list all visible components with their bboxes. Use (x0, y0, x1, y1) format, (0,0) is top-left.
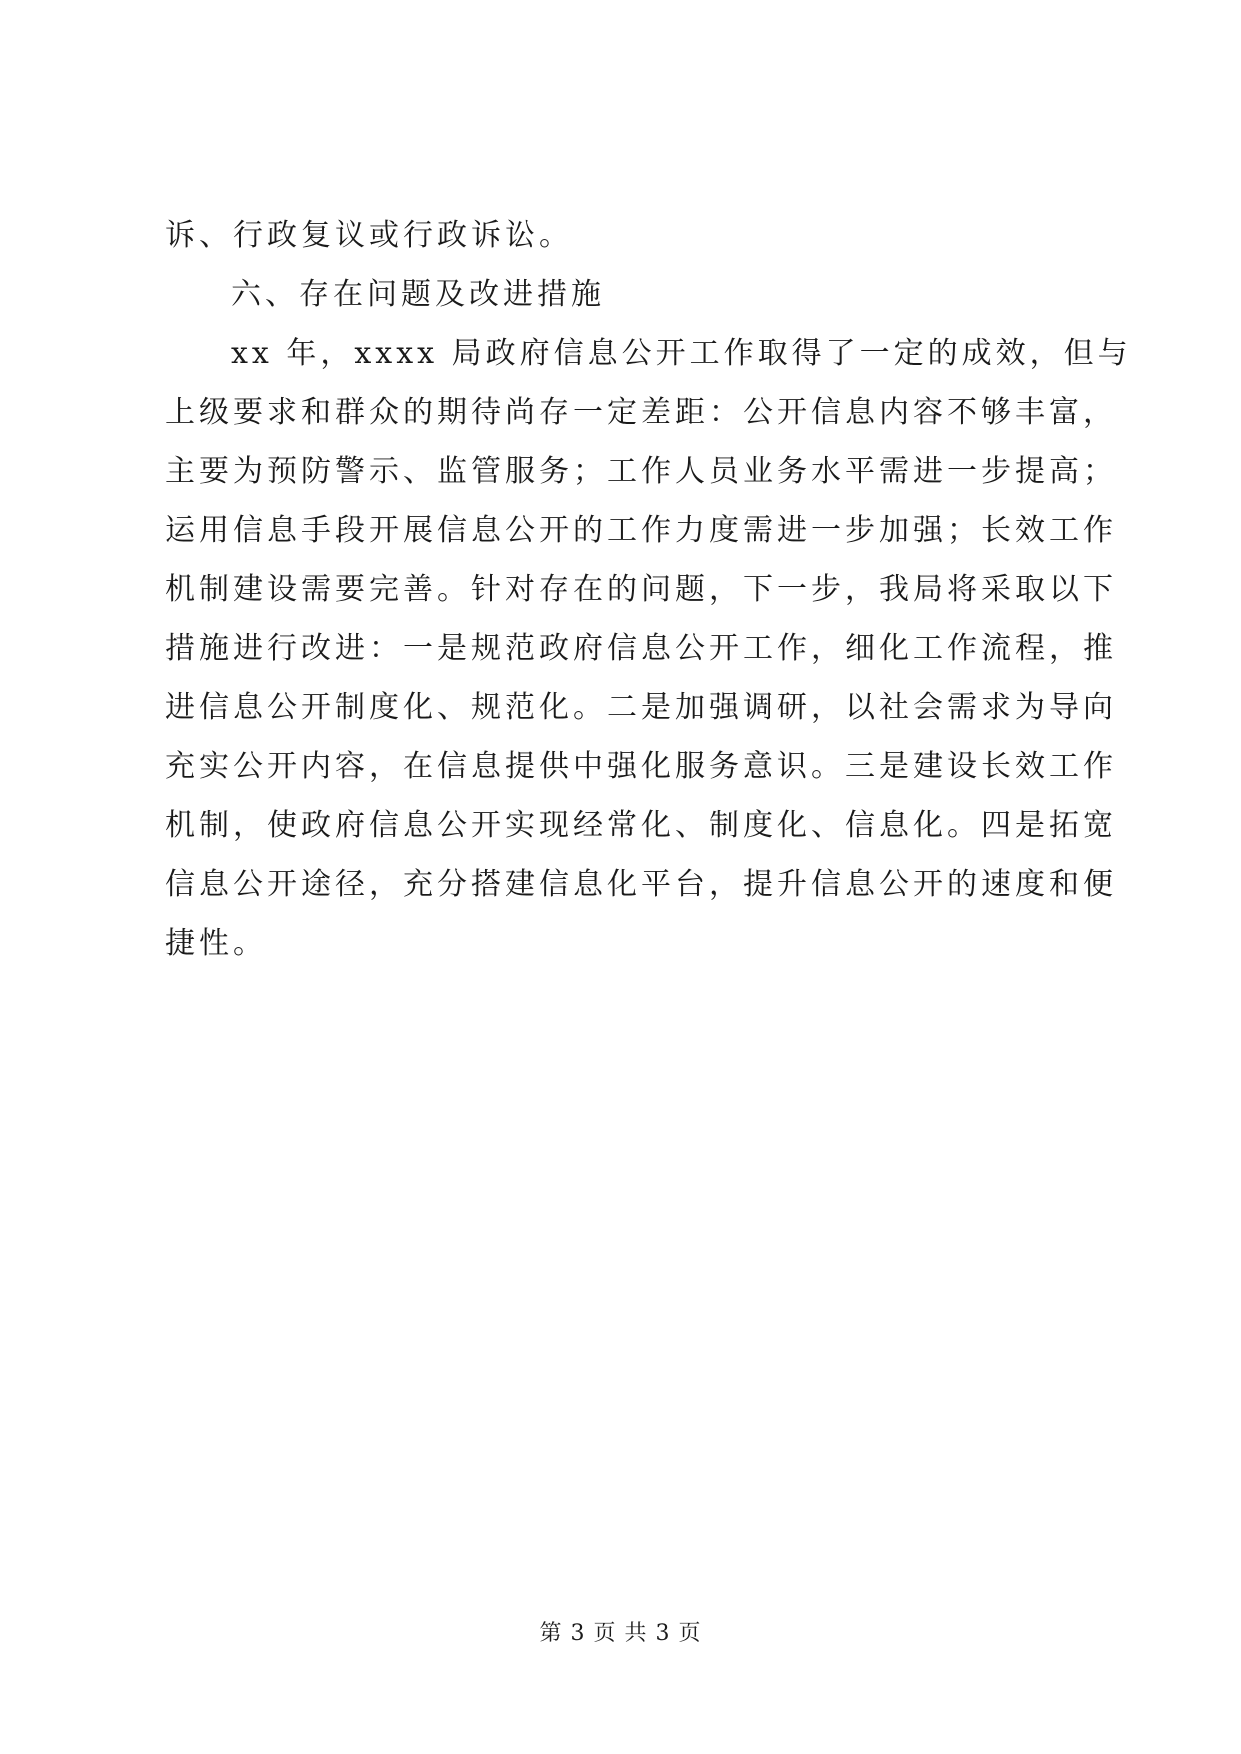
paragraph-line: 主要为预防警示、监管服务；工作人员业务水平需进一步提高； (165, 454, 1117, 489)
document-body (165, 206, 1132, 973)
paragraph-line: 进信息公开制度化、规范化。二是加强调研，以社会需求为导向 (165, 690, 1117, 725)
paragraph-line: 措施进行改进：一是规范政府信息公开工作，细化工作流程，推 (165, 631, 1117, 666)
paragraph-line: 运用信息手段开展信息公开的工作力度需进一步加强；长效工作 (165, 513, 1117, 548)
paragraph-line: 机制，使政府信息公开实现经常化、制度化、信息化。四是拓宽 (165, 808, 1117, 843)
paragraph-line: 充实公开内容，在信息提供中强化服务意识。三是建设长效工作 (165, 749, 1117, 784)
paragraph-line: 信息公开途径，充分搭建信息化平台，提升信息公开的速度和便 (165, 867, 1117, 902)
page-footer: 第 3 页 共 3 页 (539, 1621, 702, 1646)
paragraph-line: xx 年，xxxx 局政府信息公开工作取得了一定的成效，但与 (231, 336, 1132, 371)
paragraph-line: 机制建设需要完善。针对存在的问题，下一步，我局将采取以下 (165, 572, 1117, 607)
section-heading: 六、存在问题及改进措施 (231, 277, 605, 312)
paragraph-line: 上级要求和群众的期待尚存一定差距：公开信息内容不够丰富， (165, 395, 1117, 430)
paragraph-line: 捷性。 (165, 926, 267, 961)
paragraph-line: 诉、行政复议或行政诉讼。 (165, 218, 573, 253)
